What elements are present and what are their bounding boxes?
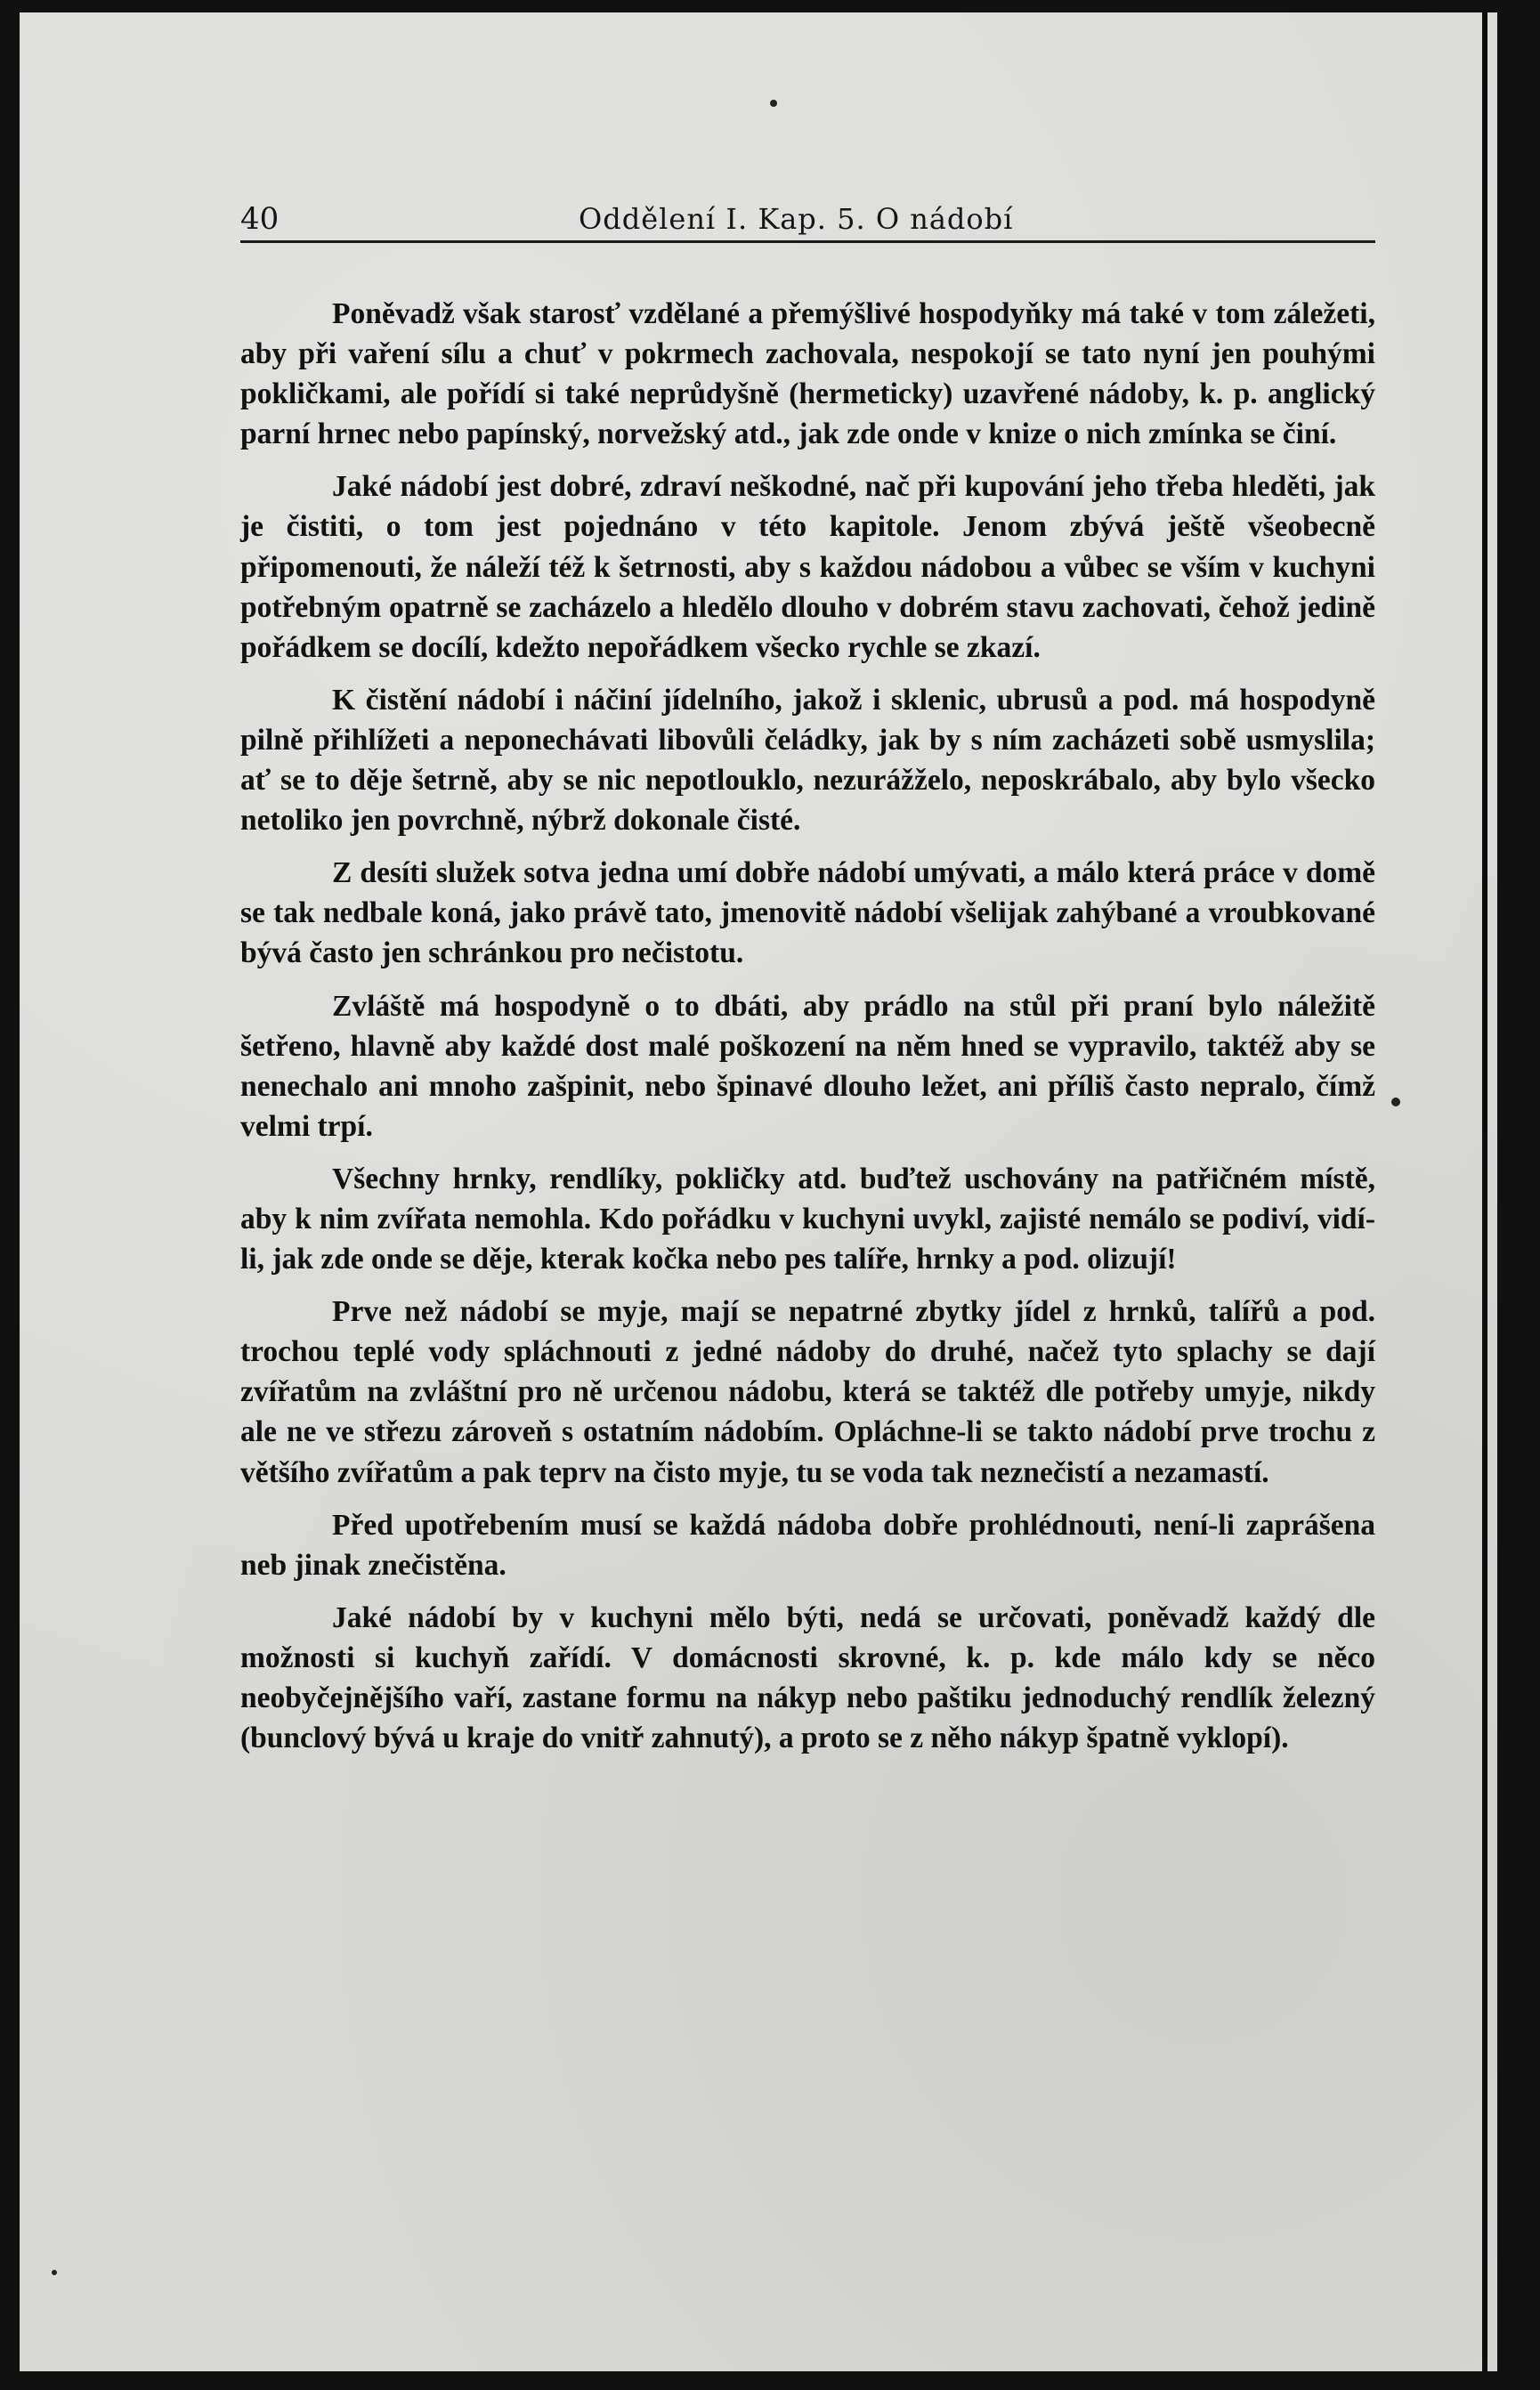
- page-edge: [1482, 12, 1487, 2371]
- ink-speck: [770, 100, 777, 107]
- paragraph: Zvláště má hospodyně o to dbáti, aby prádlo na stůl při praní bylo náležitě šetřeno, hlavně aby každé dost malé poškození na něm hned se vypravilo, taktéž aby se nenechalo ani mnoho zašpinit, nebo špinavé dlouho ležet, ani příliš často nepralo, čímž velmi trpí.: [240, 989, 1375, 1143]
- paragraph: K čistění nádobí i náčiní jídelního, jakož i sklenic, ubrusů a pod. má hospodyně pilně přihlížeti a neponechávati libovůli čeládky, jak by s ním zacházeti sobě usmyslila; ať se to děje šetrně, aby se nic nepotlouklo, nezurážželo, neposkrábalo, aby bylo všecko netoliko jen povrchně, nýbrž dokonale čisté.: [240, 683, 1375, 838]
- paragraph: Jaké nádobí jest dobré, zdraví neškodné, nač při kupování jeho třeba hleděti, jak je čistiti, o tom jest pojednáno v této kapitole. Jenom zbývá ještě všeobecně připomenouti, že náleží též k šetrnosti, aby s každou nádobou a vůbec se vším v kuchyni potřebným opatrně se zacházelo a hledělo dlouho v dobrém stavu zachovati, čehož jedině pořádkem se docílí, kdežto nepořádkem všecko rychle se zkazí.: [240, 470, 1375, 664]
- page-number: 40: [240, 201, 280, 237]
- body-text: [240, 294, 1375, 1770]
- ink-speck: [1391, 1098, 1400, 1106]
- paragraph: Prve než nádobí se myje, mají se nepatrné zbytky jídel z hrnků, talířů a pod. trochou teplé vody spláchnouti z jedné nádoby do druhé, načež tyto splachy se dají zvířatům na zvláštní pro ně určenou nádobu, která se taktéž dle potřeby umyje, nikdy ale ne ve střezu zároveň s ostatním nádobím. Opláchne-li se takto nádobí prve trochu z většího zvířatům a pak teprv na čisto myje, tu se voda tak neznečistí a nezamastí.: [240, 1295, 1375, 1489]
- paragraph: Všechny hrnky, rendlíky, pokličky atd. buďtež uschovány na patřičném místě, aby k nim zvířata nemohla. Kdo pořádku v kuchyni uvykl, zajisté nemálo se podiví, vidí-li, jak zde onde se děje, kterak kočka nebo pes talíře, hrnky a pod. olizují!: [240, 1162, 1375, 1276]
- paragraph: Jaké nádobí by v kuchyni mělo býti, nedá se určovati, poněvadž každý dle možnosti si kuchyň zařídí. V domácnosti skrovné, k. p. kde málo kdy se něco neobyčejnějšího vaří, zastane formu na nákyp nebo paštiku jednoduchý rendlík železný (bunclový bývá u kraje do vnitř zahnutý), a proto se z něho nákyp špatně vyklopí).: [240, 1600, 1375, 1755]
- paragraph: Před upotřebením musí se každá nádoba dobře prohlédnouti, není-li zaprášena neb jinak znečistěna.: [240, 1508, 1375, 1582]
- paragraph: Z desíti služek sotva jedna umí dobře nádobí umývati, a málo která práce v domě se tak nedbale koná, jako právě tato, jmenovitě nádobí všelijak zahýbané a vroubkované bývá často jen schránkou pro nečistotu.: [240, 856, 1375, 970]
- paragraph: Poněvadž však starosť vzdělané a přemýšlivé hospodyňky má také v tom záležeti, aby při vaření sílu a chuť v pokrmech zachovala, nespokojí se tato nyní jen pouhými pokličkami, ale pořídí si také neprůdyšně (hermeticky) uzavřené nádoby, k. p. anglický parní hrnec nebo papínský, norvežský atd., jak zde onde v knize o nich zmínka se činí.: [240, 297, 1375, 451]
- running-head: Oddělení I. Kap. 5. O nádobí: [579, 202, 1014, 236]
- ink-speck: [52, 2270, 57, 2275]
- page-header: [240, 201, 1375, 243]
